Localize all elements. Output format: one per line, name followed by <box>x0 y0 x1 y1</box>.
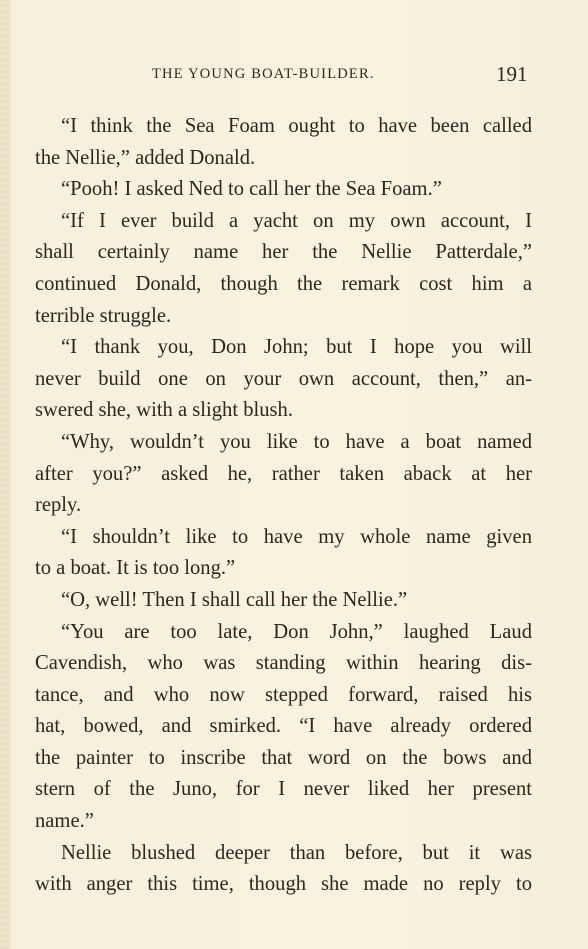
text-line: stern of the Juno, for I never liked her present <box>35 778 532 801</box>
text-line: continued Donald, though the remark cost him a <box>35 272 532 295</box>
page-gutter <box>0 0 10 949</box>
text-line: the Nellie,” added Donald. <box>35 146 256 169</box>
text-line: Nellie blushed deeper than before, but it was <box>61 841 532 864</box>
text-line: reply. <box>35 494 82 517</box>
text-line: “O, well! Then I shall call her the Nellie.” <box>61 588 408 611</box>
body-text <box>35 111 532 901</box>
text-line: Cavendish, who was standing within hearing dis- <box>35 652 532 675</box>
running-title: THE YOUNG BOAT-BUILDER. <box>152 66 375 82</box>
text-line: to a boat. It is too long.” <box>35 557 236 580</box>
text-line: “I thank you, Don John; but I hope you will <box>61 336 532 359</box>
text-line: “Why, wouldn’t you like to have a boat named <box>61 430 532 453</box>
text-line: “You are too late, Don John,” laughed Laud <box>61 620 532 643</box>
text-line: tance, and who now stepped forward, raised his <box>35 683 532 706</box>
text-line: “Pooh! I asked Ned to call her the Sea Foam.” <box>61 178 442 201</box>
text-line: “If I ever build a yacht on my own account, I <box>61 209 532 232</box>
text-line: never build one on your own account, then,” an- <box>35 367 532 390</box>
text-line: hat, bowed, and smirked. “I have already ordered <box>35 715 532 738</box>
running-head <box>0 62 588 88</box>
text-line: after you?” asked he, rather taken aback at her <box>35 462 532 485</box>
text-line: with anger this time, though she made no reply to <box>35 873 532 896</box>
page-number: 191 <box>496 62 528 86</box>
text-line: name.” <box>35 810 94 833</box>
text-line: the painter to inscribe that word on the bows and <box>35 746 532 769</box>
text-line: swered she, with a slight blush. <box>35 399 293 422</box>
text-line: terrible struggle. <box>35 304 172 327</box>
text-line: “I shouldn’t like to have my whole name given <box>61 525 532 548</box>
text-line: shall certainly name her the Nellie Patterdale,” <box>35 241 532 264</box>
text-line: “I think the Sea Foam ought to have been called <box>61 115 532 137</box>
